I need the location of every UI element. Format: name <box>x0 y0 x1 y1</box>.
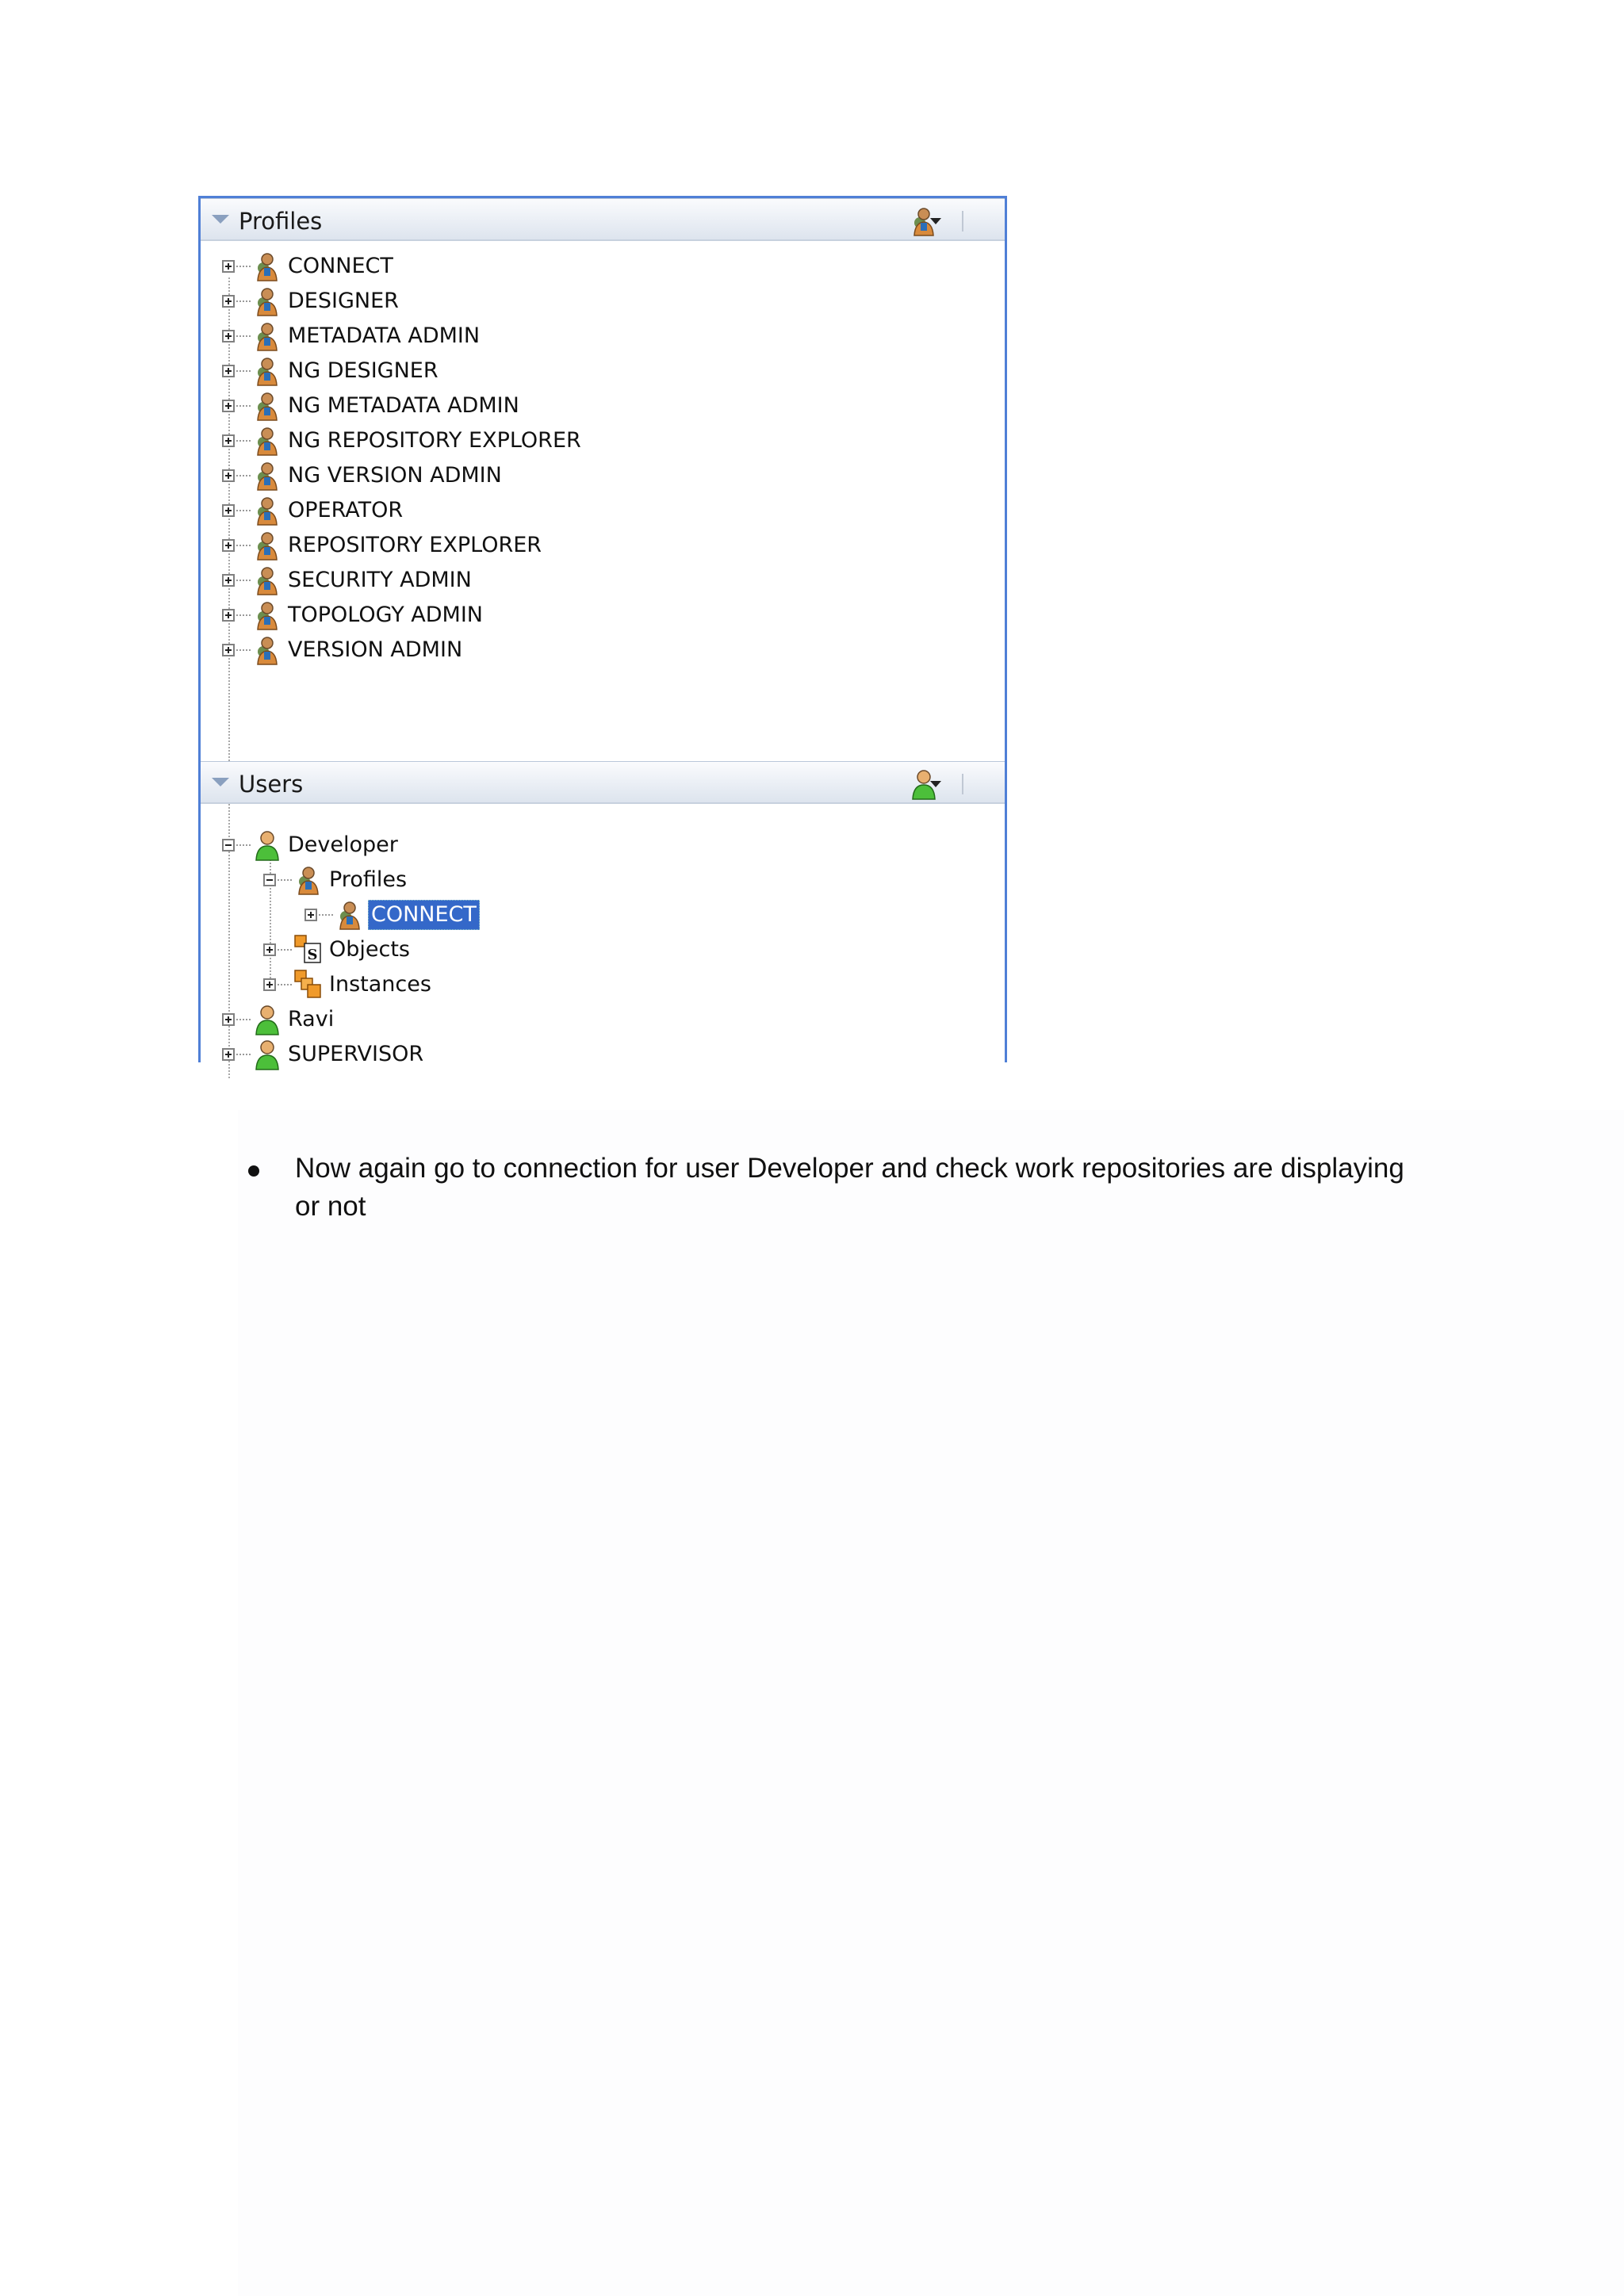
user-icon <box>252 829 282 861</box>
profile-tree-item[interactable] <box>222 564 474 596</box>
toolbar-separator <box>962 211 963 232</box>
tree-node-developer-connect[interactable] <box>304 899 480 931</box>
collapse-arrow-icon[interactable] <box>212 778 229 786</box>
collapse-toggle-icon[interactable] <box>263 874 276 886</box>
profile-icon <box>252 599 282 631</box>
tree-node-label: Objects <box>329 937 411 962</box>
profile-tree-item[interactable] <box>222 285 401 317</box>
profile-icon <box>252 634 282 666</box>
expand-toggle-icon[interactable] <box>222 504 235 517</box>
profile-tree-item[interactable] <box>222 634 465 666</box>
profile-icon <box>252 320 282 352</box>
expand-toggle-icon[interactable] <box>263 943 276 956</box>
expand-toggle-icon[interactable] <box>222 574 235 587</box>
profile-tree-item[interactable] <box>222 390 522 422</box>
page-background <box>238 1110 1624 2296</box>
profile-icon <box>252 355 282 387</box>
security-navigator-panel <box>198 196 1007 1066</box>
users-section-header[interactable] <box>201 761 1005 804</box>
profile-item-label: SECURITY ADMIN <box>288 568 472 592</box>
chevron-down-icon[interactable] <box>930 781 941 787</box>
profile-tree-item[interactable] <box>222 251 396 282</box>
profile-item-label: REPOSITORY EXPLORER <box>288 533 542 557</box>
expand-toggle-icon[interactable] <box>222 644 235 656</box>
tree-node-label: Ravi <box>288 1007 335 1031</box>
expand-toggle-icon[interactable] <box>222 295 235 308</box>
expand-toggle-icon[interactable] <box>304 909 317 921</box>
tree-node-developer-profiles[interactable] <box>263 864 409 896</box>
profile-item-label: OPERATOR <box>288 498 404 522</box>
expand-toggle-icon[interactable] <box>222 1048 235 1061</box>
objects-icon <box>293 934 324 966</box>
expand-toggle-icon[interactable] <box>222 260 235 273</box>
profile-item-label: NG VERSION ADMIN <box>288 463 502 488</box>
profile-tree-item[interactable] <box>222 530 544 561</box>
profile-tree-item[interactable] <box>222 495 405 526</box>
profile-item-label: TOPOLOGY ADMIN <box>288 603 483 627</box>
profile-item-label: NG METADATA ADMIN <box>288 393 519 418</box>
selected-tree-node-label[interactable]: CONNECT <box>368 900 480 930</box>
expand-toggle-icon[interactable] <box>222 330 235 342</box>
collapse-arrow-icon[interactable] <box>212 215 229 224</box>
tree-node-user-ravi[interactable] <box>222 1004 336 1035</box>
expand-toggle-icon[interactable] <box>222 365 235 377</box>
expand-toggle-icon[interactable] <box>222 434 235 447</box>
profile-icon <box>252 285 282 317</box>
expand-toggle-icon[interactable] <box>222 400 235 412</box>
profile-item-label: CONNECT <box>288 254 393 278</box>
profiles-section-title: Profiles <box>239 208 323 235</box>
tree-node-label: Developer <box>288 832 398 857</box>
expand-toggle-icon[interactable] <box>222 1013 235 1026</box>
instances-icon <box>293 969 324 1001</box>
expand-toggle-icon[interactable] <box>222 609 235 622</box>
profile-item-label: NG REPOSITORY EXPLORER <box>288 428 581 453</box>
toolbar-separator <box>962 774 963 794</box>
tree-node-user-developer[interactable] <box>222 829 400 861</box>
tree-node-developer-objects[interactable] <box>263 934 412 966</box>
instruction-text: Now again go to connection for user Developer and check work repositories are displaying or not <box>295 1153 1404 1222</box>
profile-tree-item[interactable] <box>222 599 485 631</box>
profile-icon <box>252 251 282 282</box>
chevron-down-icon[interactable] <box>930 218 941 224</box>
profile-icon <box>252 495 282 526</box>
profile-icon <box>252 425 282 457</box>
tree-node-user-supervisor[interactable] <box>222 1039 426 1070</box>
profile-icon <box>252 460 282 492</box>
profile-icon <box>252 530 282 561</box>
profile-tree-item[interactable] <box>222 355 441 387</box>
tree-node-label: Profiles <box>329 867 408 892</box>
profile-item-label: NG DESIGNER <box>288 358 439 383</box>
tree-node-developer-instances[interactable] <box>263 969 434 1001</box>
expand-toggle-icon[interactable] <box>222 469 235 482</box>
profile-item-label: METADATA ADMIN <box>288 323 481 348</box>
profile-icon <box>252 564 282 596</box>
profile-tree-item[interactable] <box>222 425 584 457</box>
user-icon <box>252 1004 282 1035</box>
users-section-title: Users <box>239 771 304 798</box>
profile-item-label: VERSION ADMIN <box>288 637 463 662</box>
profile-icon <box>293 864 324 896</box>
expand-toggle-icon[interactable] <box>222 539 235 552</box>
tree-node-label: SUPERVISOR <box>288 1042 424 1066</box>
profiles-section-header[interactable] <box>201 198 1005 241</box>
tree-node-label: Instances <box>329 972 431 997</box>
collapse-toggle-icon[interactable] <box>222 839 235 851</box>
profile-tree-item[interactable] <box>222 460 504 492</box>
user-icon <box>252 1039 282 1070</box>
profile-tree-item[interactable] <box>222 320 482 352</box>
profile-icon <box>335 899 365 931</box>
bullet-point <box>248 1165 259 1177</box>
expand-toggle-icon[interactable] <box>263 978 276 991</box>
profile-item-label: DESIGNER <box>288 289 399 313</box>
profile-icon <box>252 390 282 422</box>
